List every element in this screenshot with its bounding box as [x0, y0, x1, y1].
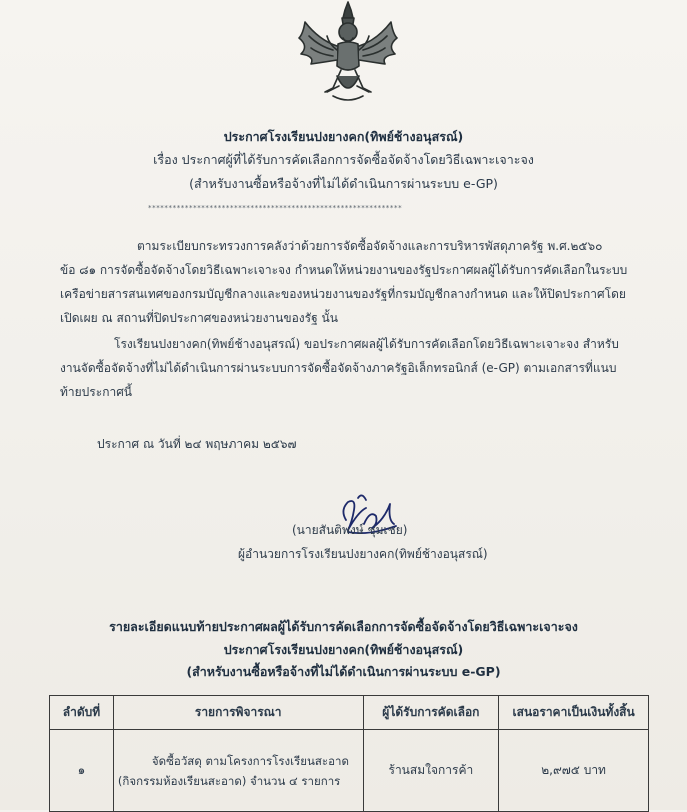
paragraph-2-line-3: ท้ายประกาศนี้ [60, 385, 133, 399]
announcement-scope: (สำหรับงานซื้อหรือจ้างที่ไม่ได้ดำเนินการผ่านระบบ e-GP) [189, 176, 498, 191]
paragraph-2-line-1: โรงเรียนปงยางคก(ทิพย์ช้างอนุสรณ์) ขอประกาศผลผู้ได้รับการคัดเลือกโดยวิธีเฉพาะเจาะจง สำหรับ [114, 337, 619, 351]
column-header-no: ลำดับที่ [50, 696, 114, 730]
garuda-emblem-icon [293, 0, 403, 106]
announcement-title: ประกาศโรงเรียนปงยางคก(ทิพย์ช้างอนุสรณ์) [223, 129, 464, 144]
paragraph-1-line-3: เครือข่ายสารสนเทศของกรมบัญชีกลางและของหน่วยงานของรัฐที่กรมบัญชีกลางกำหนด และให้ปิดประกาศโดย [60, 287, 626, 301]
annex-title-3: (สำหรับงานซื้อหรือจ้างที่ไม่ได้ดำเนินการผ่านระบบ e-GP) [186, 664, 501, 679]
column-header-vendor: ผู้ได้รับการคัดเลือก [363, 696, 499, 730]
annex-title-1: รายละเอียดแนบท้ายประกาศผลผู้ได้รับการคัดเลือกการจัดซื้อจัดจ้างโดยวิธีเฉพาะเจาะจง [109, 619, 578, 634]
paragraph-1-line-2: ข้อ ๘๑ การจัดซื้อจัดจ้างโดยวิธีเฉพาะเจาะจง กำหนดให้หน่วยงานของรัฐประกาศผลผู้ได้รับการคัดเลือกในระบบ [60, 263, 628, 277]
row-number: ๑ [50, 730, 114, 812]
table-row [50, 730, 649, 812]
annex-title-2: ประกาศโรงเรียนปงยางคก(ทิพย์ช้างอนุสรณ์) [223, 642, 464, 657]
asterisk-divider: ************************************************************** [148, 204, 403, 212]
selection-result-table [49, 695, 649, 812]
row-price: ๒,๙๗๕ บาท [499, 730, 649, 812]
signer-position: ผู้อำนวยการโรงเรียนปงยางคก(ทิพย์ช้างอนุสรณ์) [238, 547, 488, 561]
table-header-row [50, 696, 649, 730]
paragraph-1-line-1: ตามระเบียบกระทรวงการคลังว่าด้วยการจัดซื้อจัดจ้างและการบริหารพัสดุภาครัฐ พ.ศ.๒๕๖๐ [137, 239, 603, 253]
announcement-subject: เรื่อง ประกาศผู้ที่ได้รับการคัดเลือกการจัดซื้อจัดจ้างโดยวิธีเฉพาะเจาะจง [153, 152, 534, 167]
row-vendor: ร้านสมใจการค้า [363, 730, 499, 812]
paragraph-2-line-2: งานจัดซื้อจัดจ้างที่ไม่ได้ดำเนินการผ่านระบบการจัดซื้อจัดจ้างภาครัฐอิเล็กทรอนิกส์ (e-GP) ตามเอกสารที่แนบ [60, 361, 617, 375]
column-header-item: รายการพิจารณา [113, 696, 363, 730]
row-item-description [113, 730, 363, 812]
signer-name: (นายสันติพงษ์ ชุ่มเชย) [292, 523, 408, 537]
announced-date: ประกาศ ณ วันที่ ๒๔ พฤษภาคม ๒๕๖๗ [97, 437, 297, 451]
row-item-line-1: จัดซื้อวัสดุ ตามโครงการโรงเรียนสะอาด [151, 753, 349, 768]
column-header-price: เสนอราคาเป็นเงินทั้งสิ้น [499, 696, 649, 730]
row-item-line-2: (กิจกรรมห้องเรียนสะอาด) จำนวน ๔ รายการ [117, 773, 341, 788]
paragraph-1-line-4: เปิดเผย ณ สถานที่ปิดประกาศของหน่วยงานของรัฐ นั้น [60, 311, 338, 325]
